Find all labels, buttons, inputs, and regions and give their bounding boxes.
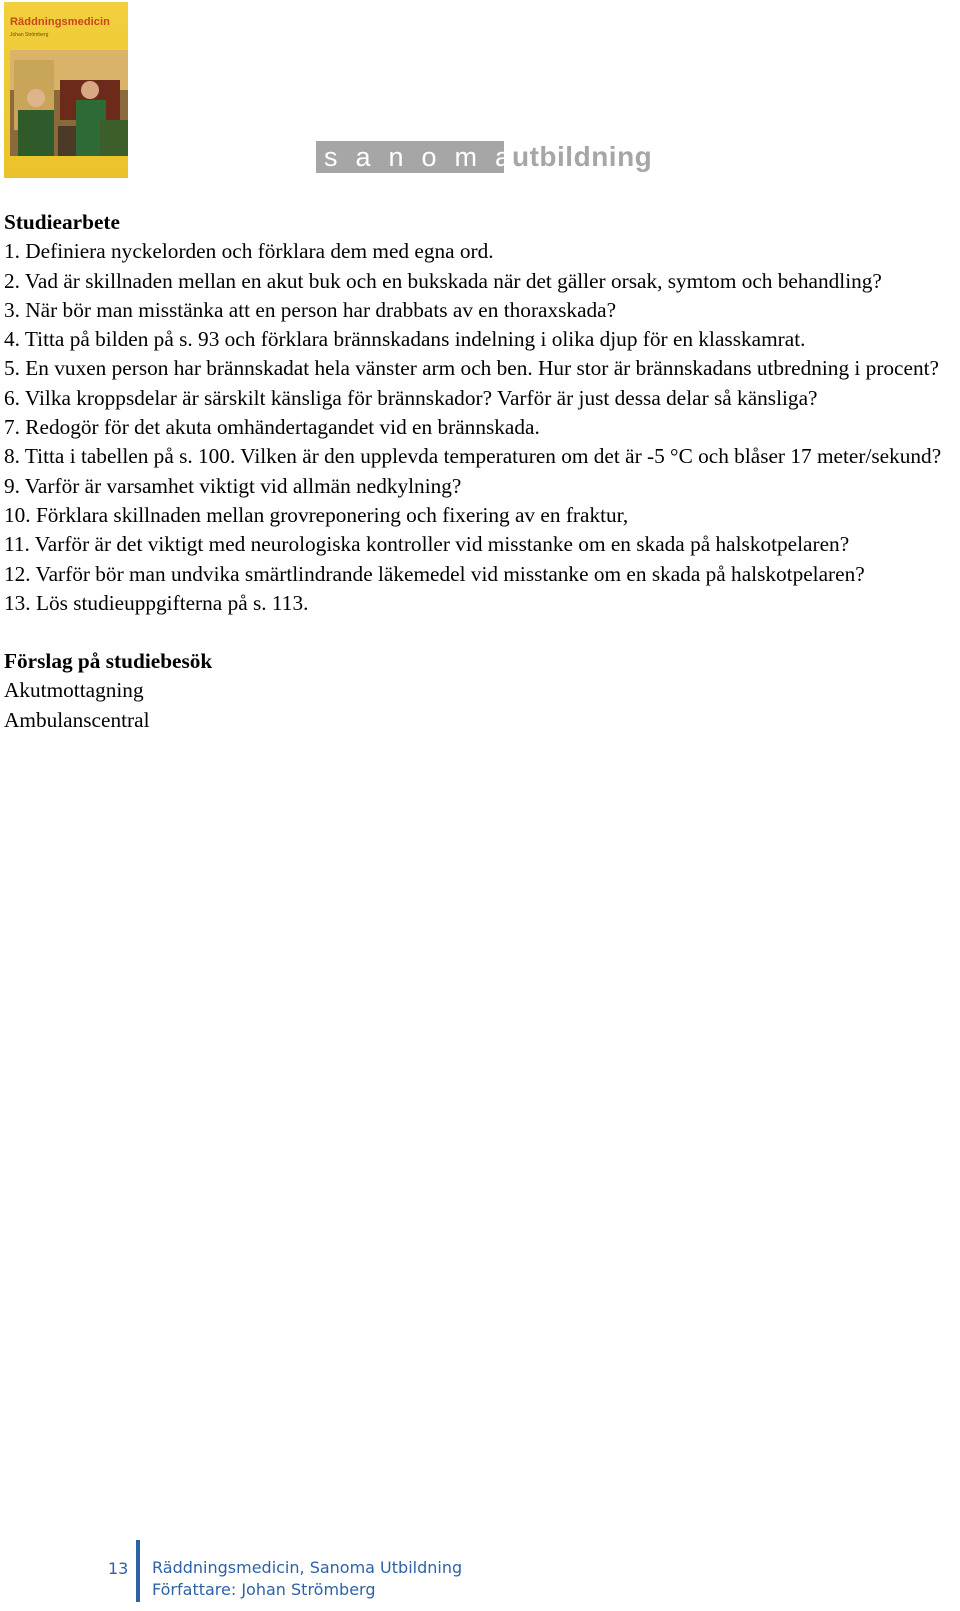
question-13: 13. Lös studieuppgifterna på s. 113. (4, 590, 309, 615)
question-7: 7. Redogör för det akuta omhändertagandet vid en brännskada. (4, 415, 540, 440)
question-12: 12. Varför bör man undvika smärtlindrande läkemedel vid misstanke om en skada på halskotpelaren? (4, 561, 865, 586)
question-11: 11. Varför är det viktigt med neurologiska kontroller vid misstanke om en skada på halskotpelaren? (4, 532, 850, 557)
cover-title: Räddningsmedicin (10, 16, 110, 28)
section-spacer (4, 618, 954, 647)
cover-author: Johan Strömberg (10, 32, 49, 38)
section-heading-studiebesok: Förslag på studiebesök (4, 649, 213, 674)
visit-item: Ambulanscentral (4, 707, 150, 732)
question-6: 6. Vilka kroppsdelar är särskilt känsliga för brännskador? Varför är just dessa delar så känsliga? (4, 385, 818, 410)
footer-divider (136, 1540, 140, 1602)
book-cover (4, 2, 128, 178)
question-10: 10. Förklara skillnaden mellan grovreponering och fixering av en fraktur, (4, 502, 629, 527)
visit-item: Akutmottagning (4, 678, 144, 703)
question-8: 8. Titta i tabellen på s. 100. Vilken är den upplevda temperaturen om det är -5 °C och blåser 17 meter/sekund? (4, 444, 942, 469)
page-number: 13 (108, 1559, 129, 1578)
question-2: 2. Vad är skillnaden mellan en akut buk och en bukskada när det gäller orsak, symtom och behandling? (4, 268, 882, 293)
question-5: 5. En vuxen person har brännskadat hela vänster arm och ben. Hur stor är brännskadans utbredning i procent? (4, 356, 939, 381)
question-4: 4. Titta på bilden på s. 93 och förklara brännskadans indelning i olika djup för en klasskamrat. (4, 327, 806, 352)
document-body (4, 208, 954, 735)
section-heading-studiearbete: Studiearbete (4, 210, 120, 234)
cover-photo (10, 50, 128, 156)
question-1: 1. Definiera nyckelorden och förklara dem med egna ord. (4, 239, 494, 264)
footer-book-info: Räddningsmedicin, Sanoma Utbildning (152, 1558, 463, 1577)
question-9: 9. Varför är varsamhet viktigt vid allmän nedkylning? (4, 473, 462, 498)
logo-word: utbildning (512, 141, 653, 172)
footer-author: Författare: Johan Strömberg (152, 1580, 376, 1599)
logo-box: sanoma (316, 141, 504, 173)
question-3: 3. När bör man misstänka att en person har drabbats av en thoraxskada? (4, 297, 617, 322)
publisher-logo (316, 140, 652, 174)
